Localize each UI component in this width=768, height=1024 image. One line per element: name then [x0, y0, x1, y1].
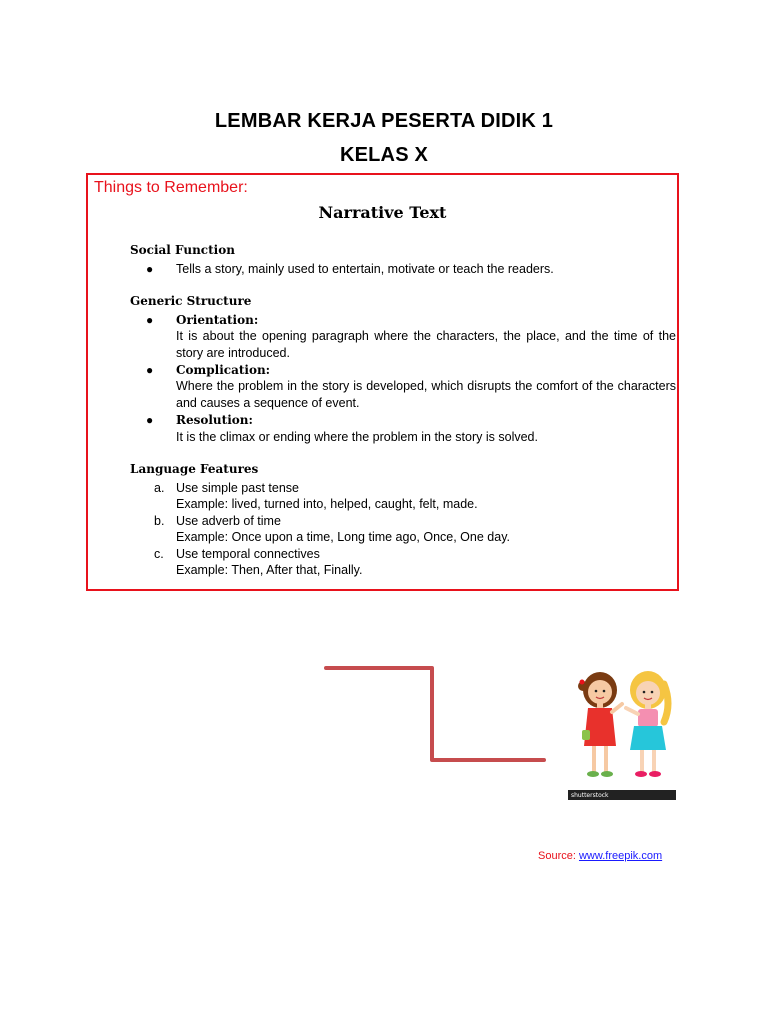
bullet-icon: ● — [146, 313, 154, 327]
watermark-bar — [568, 790, 676, 800]
language-feature-example: Example: Once upon a time, Long time ago, Once, One day. — [176, 530, 510, 544]
language-feature-text: Use simple past tense — [176, 481, 299, 495]
class-title: KELAS X — [339, 144, 429, 166]
source-link[interactable]: www.freepik.com — [578, 850, 663, 862]
list-letter: a. — [154, 481, 165, 495]
connector-line — [320, 662, 550, 772]
remember-label: Things to Remember: — [94, 179, 248, 196]
worksheet-title: LEMBAR KERJA PESERTA DIDIK 1 — [214, 110, 554, 132]
source-label: Source: — [538, 850, 576, 862]
bullet-icon: ● — [146, 262, 154, 276]
narrative-text-title: Narrative Text — [318, 203, 447, 222]
orientation-label: Orientation: — [176, 313, 259, 327]
list-letter: b. — [154, 514, 165, 528]
complication-label: Complication: — [176, 363, 271, 377]
language-features-heading: Language Features — [130, 462, 259, 476]
resolution-text: It is the climax or ending where the problem in the story is solved. — [176, 430, 538, 444]
language-feature-text: Use temporal connectives — [176, 547, 320, 561]
source-credit — [538, 850, 662, 862]
resolution-label: Resolution: — [176, 413, 253, 427]
bullet-icon: ● — [146, 413, 154, 427]
bullet-icon: ● — [146, 363, 154, 377]
language-feature-example: Example: lived, turned into, helped, caught, felt, made. — [176, 497, 478, 511]
language-feature-example: Example: Then, After that, Finally. — [176, 563, 363, 577]
language-feature-text: Use adverb of time — [176, 514, 281, 528]
complication-text: Where the problem in the story is developed, which disrupts the comfort of the characters and causes a sequence of event. — [176, 379, 676, 410]
list-letter: c. — [154, 547, 164, 561]
generic-structure-heading: Generic Structure — [130, 294, 252, 308]
things-to-remember-box — [86, 173, 679, 591]
orientation-text: It is about the opening paragraph where the characters, the place, and the time of the story are introduced. — [176, 329, 676, 360]
watermark-text: shutterstock — [571, 792, 609, 799]
two-girls-illustration — [568, 664, 676, 800]
social-function-text: Tells a story, mainly used to entertain, motivate or teach the readers. — [176, 262, 554, 276]
social-function-heading: Social Function — [130, 243, 235, 257]
